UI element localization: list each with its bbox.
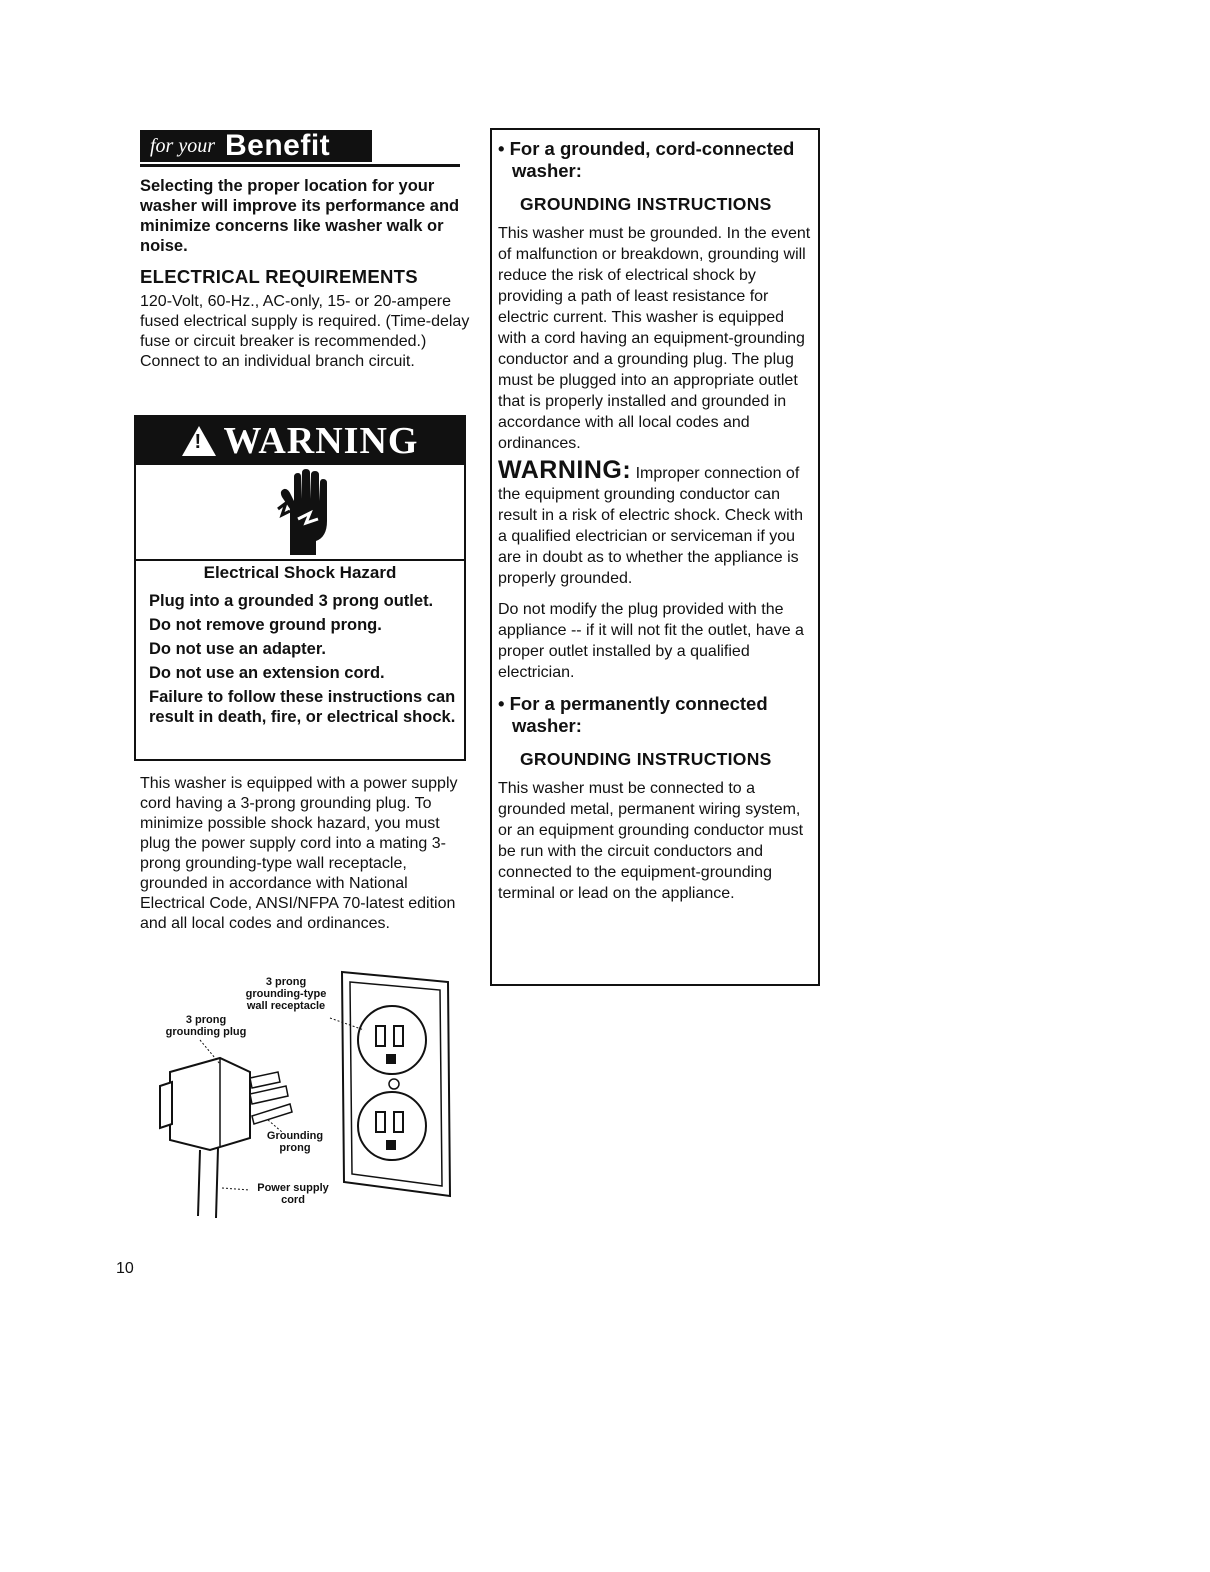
page-number: 10 (116, 1260, 134, 1277)
cord-label: Power supply cord (257, 1182, 329, 1206)
warning-line: Failure to follow these instructions can result in death, fire, or electrical shock. (149, 688, 456, 726)
warning-separator (136, 559, 464, 561)
cord-connected-heading: • For a grounded, cord-connected washer: (498, 138, 795, 181)
warning-box (134, 415, 466, 761)
intro-text: Selecting the proper location for your washer will improve its performance and minimize concerns like washer walk or noise. (140, 177, 460, 255)
warning-header-text: WARNING (223, 420, 419, 462)
benefit-big-text: Benefit (225, 129, 331, 162)
warning-word: WARNING: (498, 456, 632, 484)
shock-hazard-title: Electrical Shock Hazard (203, 563, 397, 582)
grounding-instructions-heading: GROUNDING INSTRUCTIONS (520, 194, 772, 214)
permanent-grounding-paragraph: This washer must be connected to a grounded metal, permanent wiring system, or an equipment grounding conductor must be run with the circuit conductors and connected to the equipment-grounding terminal or lead on the appliance. (498, 780, 804, 902)
electrical-heading: ELECTRICAL REQUIREMENTS (140, 266, 418, 287)
grounding-box (490, 128, 820, 986)
warning-line: Do not remove ground prong. (149, 616, 382, 634)
warning-line: Plug into a grounded 3 prong outlet. (149, 592, 434, 610)
warning-triangle-icon: ! (182, 426, 216, 456)
plug-label: 3 prong grounding plug (165, 1014, 247, 1038)
grounding-instructions-heading-2: GROUNDING INSTRUCTIONS (520, 749, 772, 769)
benefit-rule (140, 164, 460, 167)
warning-lines (149, 591, 459, 731)
modify-plug-paragraph: Do not modify the plug provided with the appliance -- if it will not fit the outlet, have a proper outlet installed by a qualified electrician. (498, 601, 804, 681)
shock-hand-icon (276, 469, 328, 555)
warning-paragraph (498, 456, 816, 589)
receptacle-label: 3 prong grounding-type wall receptacle (245, 976, 327, 1012)
cord-body-text: This washer is equipped with a power supply cord having a 3-prong grounding plug. To minimize possible shock hazard, you must plug the power supply cord into a mating 3-prong grounding-type wall receptacle, grounded in accordance with National Electrical Code, ANSI/NFPA 70-latest edition and all local codes and ordinances. (140, 775, 458, 932)
warning-text: Improper connection of the equipment grounding conductor can result in a risk of electric shock. Check with a qualified electrician or serviceman if you are in doubt as to whether the appliance is properly grounded. (498, 465, 803, 587)
plug-receptacle-figure (150, 968, 460, 1228)
benefit-banner (140, 130, 372, 162)
warning-line: Do not use an adapter. (149, 640, 326, 658)
benefit-small-text: for your (150, 134, 215, 157)
grounding-paragraph: This washer must be grounded. In the event of malfunction or breakdown, grounding will reduce the risk of electrical shock by providing a path of least resistance for electric current. This washer is equipped with a cord having an equipment-grounding conductor and a grounding plug. The plug must be plugged into an appropriate outlet that is properly installed and grounded in accordance with all local codes and ordinances. (498, 225, 811, 452)
prong-label: Grounding prong (266, 1130, 324, 1154)
warning-line: Do not use an extension cord. (149, 664, 385, 682)
permanent-connection-heading: • For a permanently connected washer: (498, 693, 768, 736)
electrical-body: 120-Volt, 60-Hz., AC-only, 15- or 20-ampere fused electrical supply is required. (Time-delay fuse or circuit breaker is recommended.) Connect to an individual branch circuit. (140, 293, 470, 370)
warning-header (136, 417, 464, 465)
